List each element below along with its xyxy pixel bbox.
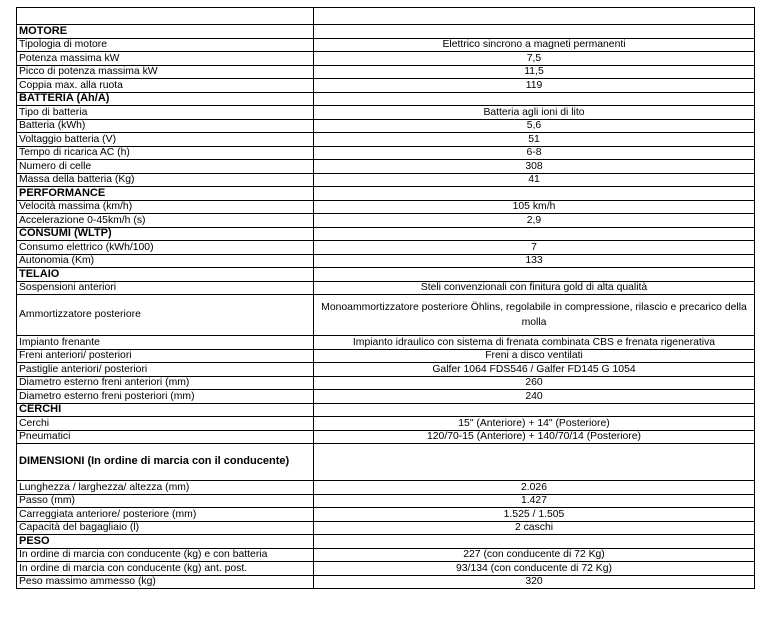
table-row xyxy=(17,417,755,431)
table-row xyxy=(17,8,755,25)
section-header-row xyxy=(17,187,755,201)
spec-label: Tempo di ricarica AC (h) xyxy=(17,146,314,160)
spec-label xyxy=(17,8,314,25)
section-header-row xyxy=(17,268,755,282)
spec-value: 1.427 xyxy=(314,494,755,508)
table-row xyxy=(17,119,755,133)
spec-label: In ordine di marcia con conducente (kg) ant. post. xyxy=(17,562,314,576)
spec-label: Diametro esterno freni anteriori (mm) xyxy=(17,376,314,390)
section-header-row xyxy=(17,227,755,241)
table-row xyxy=(17,376,755,390)
table-row xyxy=(17,575,755,589)
spec-label: BATTERIA (Ah/A) xyxy=(17,92,314,106)
spec-value: 105 km/h xyxy=(314,200,755,214)
table-row xyxy=(17,133,755,147)
table-row xyxy=(17,214,755,228)
spec-value: 240 xyxy=(314,390,755,404)
section-header-row xyxy=(17,444,755,481)
table-row xyxy=(17,481,755,495)
spec-value: Galfer 1064 FDS546 / Galfer FD145 G 1054 xyxy=(314,363,755,377)
table-row xyxy=(17,349,755,363)
table-row xyxy=(17,200,755,214)
table-row xyxy=(17,295,755,336)
spec-value xyxy=(314,444,755,481)
spec-value: 119 xyxy=(314,79,755,93)
table-row xyxy=(17,38,755,52)
spec-label: Tipologia di motore xyxy=(17,38,314,52)
spec-label: Pastiglie anteriori/ posteriori xyxy=(17,363,314,377)
spec-label: Impianto frenante xyxy=(17,336,314,350)
spec-table-body xyxy=(17,8,755,589)
spec-value: Monoammortizzatore posteriore Öhlins, regolabile in compressione, rilascio e precarico della molla xyxy=(314,295,755,336)
section-header-row xyxy=(17,535,755,549)
spec-value xyxy=(314,187,755,201)
table-row xyxy=(17,521,755,535)
spec-value: 2.026 xyxy=(314,481,755,495)
spec-label: Batteria (kWh) xyxy=(17,119,314,133)
spec-label: Capacità del bagagliaio (l) xyxy=(17,521,314,535)
section-header-row xyxy=(17,403,755,417)
spec-value: 2,9 xyxy=(314,214,755,228)
spec-label: MOTORE xyxy=(17,25,314,39)
spec-value xyxy=(314,8,755,25)
table-row xyxy=(17,52,755,66)
spec-label: Peso massimo ammesso (kg) xyxy=(17,575,314,589)
spec-label: Lunghezza / larghezza/ altezza (mm) xyxy=(17,481,314,495)
table-row xyxy=(17,146,755,160)
spec-label: Consumo elettrico (kWh/100) xyxy=(17,241,314,255)
spec-value: 1.525 / 1.505 xyxy=(314,508,755,522)
spec-label: In ordine di marcia con conducente (kg) e con batteria xyxy=(17,548,314,562)
table-row xyxy=(17,241,755,255)
spec-label: Coppia max. alla ruota xyxy=(17,79,314,93)
table-row xyxy=(17,562,755,576)
spec-value: 133 xyxy=(314,254,755,268)
spec-value: 51 xyxy=(314,133,755,147)
table-row xyxy=(17,65,755,79)
table-row xyxy=(17,494,755,508)
spec-label: Voltaggio batteria (V) xyxy=(17,133,314,147)
spec-value: 320 xyxy=(314,575,755,589)
table-row xyxy=(17,79,755,93)
spec-label: Tipo di batteria xyxy=(17,106,314,120)
spec-label: Pneumatici xyxy=(17,430,314,444)
spec-value: 5,6 xyxy=(314,119,755,133)
spec-label: DIMENSIONI (In ordine di marcia con il conducente) xyxy=(17,444,314,481)
spec-label: Passo (mm) xyxy=(17,494,314,508)
spec-label: Sospensioni anteriori xyxy=(17,281,314,295)
spec-label: Freni anteriori/ posteriori xyxy=(17,349,314,363)
table-row xyxy=(17,508,755,522)
spec-value: Freni a disco ventilati xyxy=(314,349,755,363)
spec-value xyxy=(314,403,755,417)
spec-value: 308 xyxy=(314,160,755,174)
spec-value: 7,5 xyxy=(314,52,755,66)
spec-label: TELAIO xyxy=(17,268,314,282)
spec-value: 120/70-15 (Anteriore) + 140/70/14 (Posteriore) xyxy=(314,430,755,444)
spec-value xyxy=(314,25,755,39)
spec-label: PESO xyxy=(17,535,314,549)
spec-label: Picco di potenza massima kW xyxy=(17,65,314,79)
spec-label: Numero di celle xyxy=(17,160,314,174)
table-row xyxy=(17,430,755,444)
spec-value: 7 xyxy=(314,241,755,255)
spec-label: Potenza massima kW xyxy=(17,52,314,66)
spec-value: 6-8 xyxy=(314,146,755,160)
table-row xyxy=(17,281,755,295)
spec-value: Steli convenzionali con finitura gold di alta qualità xyxy=(314,281,755,295)
spec-table xyxy=(16,7,755,589)
table-row xyxy=(17,363,755,377)
spec-label: Ammortizzatore posteriore xyxy=(17,295,314,336)
spec-value xyxy=(314,227,755,241)
spec-value: 227 (con conducente di 72 Kg) xyxy=(314,548,755,562)
spec-label: Carreggiata anteriore/ posteriore (mm) xyxy=(17,508,314,522)
spec-value: Batteria agli ioni di lito xyxy=(314,106,755,120)
table-row xyxy=(17,390,755,404)
table-row xyxy=(17,106,755,120)
table-row xyxy=(17,160,755,174)
spec-value xyxy=(314,92,755,106)
spec-value: 2 caschi xyxy=(314,521,755,535)
spec-value xyxy=(314,268,755,282)
spec-label: CERCHI xyxy=(17,403,314,417)
spec-label: Diametro esterno freni posteriori (mm) xyxy=(17,390,314,404)
spec-label: Cerchi xyxy=(17,417,314,431)
table-row xyxy=(17,336,755,350)
spec-value: 93/134 (con conducente di 72 Kg) xyxy=(314,562,755,576)
spec-label: Accelerazione 0-45km/h (s) xyxy=(17,214,314,228)
table-row xyxy=(17,173,755,187)
spec-label: Velocità massima (km/h) xyxy=(17,200,314,214)
section-header-row xyxy=(17,92,755,106)
table-row xyxy=(17,548,755,562)
spec-value: Elettrico sincrono a magneti permanenti xyxy=(314,38,755,52)
spec-label: PERFORMANCE xyxy=(17,187,314,201)
section-header-row xyxy=(17,25,755,39)
spec-value: 260 xyxy=(314,376,755,390)
spec-value: 41 xyxy=(314,173,755,187)
spec-value: 15" (Anteriore) + 14" (Posteriore) xyxy=(314,417,755,431)
spec-label: CONSUMI (WLTP) xyxy=(17,227,314,241)
spec-label: Autonomia (Km) xyxy=(17,254,314,268)
spec-value: Impianto idraulico con sistema di frenata combinata CBS e frenata rigenerativa xyxy=(314,336,755,350)
table-row xyxy=(17,254,755,268)
spec-value xyxy=(314,535,755,549)
spec-label: Massa della batteria (Kg) xyxy=(17,173,314,187)
spec-value: 11,5 xyxy=(314,65,755,79)
